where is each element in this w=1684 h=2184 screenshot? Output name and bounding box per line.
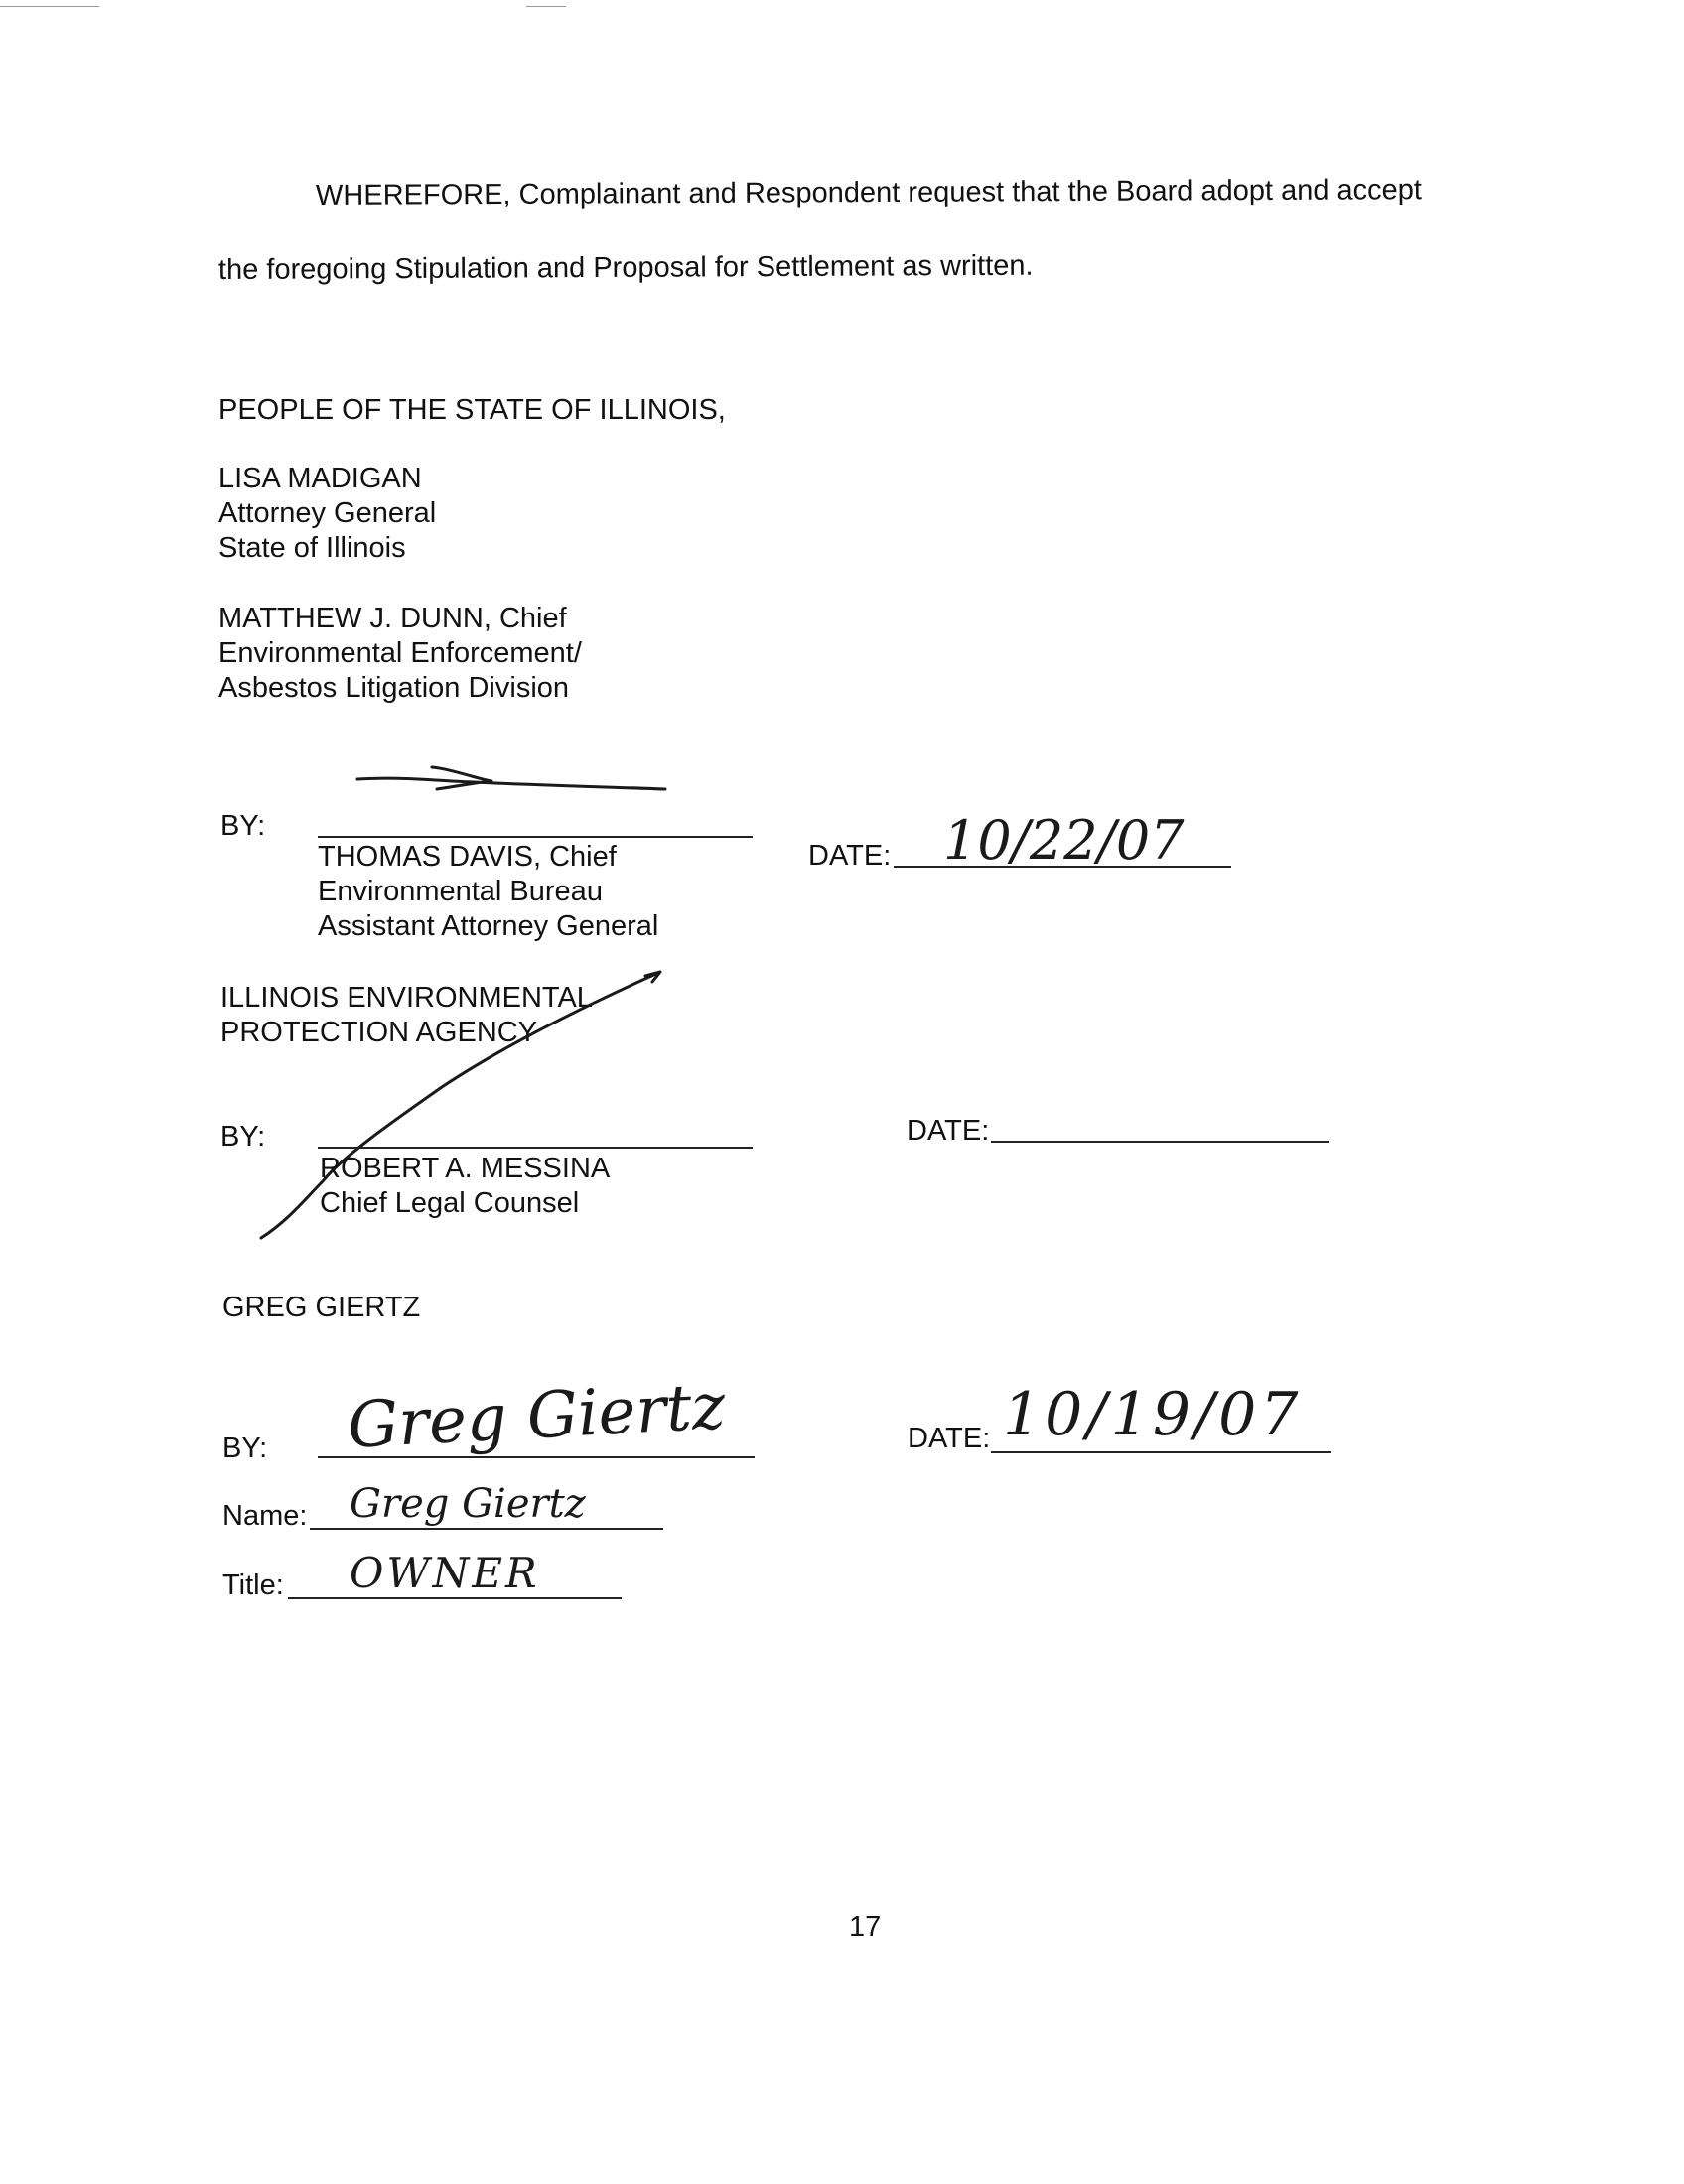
chief-division-line-2: Asbestos Litigation Division bbox=[218, 672, 570, 704]
chief-name: MATTHEW J. DUNN, Chief bbox=[218, 603, 567, 634]
by-label-2: BY: bbox=[220, 1121, 266, 1153]
respondent-heading: GREG GIERTZ bbox=[222, 1292, 421, 1323]
davis-bureau: Environmental Bureau bbox=[318, 876, 603, 907]
date-value-3: 10/19/07 bbox=[1003, 1380, 1303, 1449]
ag-name: LISA MADIGAN bbox=[218, 463, 422, 494]
scan-artifact bbox=[0, 6, 99, 7]
signature-line-2 bbox=[318, 1147, 753, 1149]
signature-line-1 bbox=[318, 836, 753, 838]
page-number: 17 bbox=[849, 1911, 882, 1943]
giertz-signature: Greg Giertz bbox=[346, 1370, 728, 1463]
agency-line-2: PROTECTION AGENCY bbox=[220, 1017, 538, 1048]
intro-line-2: the foregoing Stipulation and Proposal for Settlement as written. bbox=[217, 249, 1034, 286]
by-label-1: BY: bbox=[220, 810, 266, 842]
agency-line-1: ILLINOIS ENVIRONMENTAL bbox=[220, 982, 593, 1014]
title-label: Title: bbox=[222, 1570, 284, 1601]
title-value: OWNER bbox=[350, 1549, 540, 1597]
name-line bbox=[310, 1528, 663, 1530]
name-label: Name: bbox=[222, 1500, 308, 1532]
title-line bbox=[288, 1597, 622, 1599]
chief-division-line-1: Environmental Enforcement/ bbox=[218, 637, 582, 669]
davis-title: Assistant Attorney General bbox=[318, 910, 659, 942]
date-label-3: DATE: bbox=[908, 1423, 991, 1454]
by-label-3: BY: bbox=[222, 1433, 268, 1464]
intro-line-1: WHEREFORE, Complainant and Respondent request that the Board adopt and accept bbox=[315, 174, 1423, 211]
name-value: Greg Giertz bbox=[350, 1481, 586, 1527]
davis-signature bbox=[352, 759, 670, 819]
davis-name: THOMAS DAVIS, Chief bbox=[318, 841, 617, 873]
people-heading: PEOPLE OF THE STATE OF ILLINOIS, bbox=[218, 394, 726, 426]
messina-name: ROBERT A. MESSINA bbox=[320, 1153, 611, 1184]
date-value-1: 10/22/07 bbox=[943, 809, 1185, 872]
date-label-2: DATE: bbox=[907, 1115, 990, 1147]
ag-state: State of Illinois bbox=[218, 532, 406, 564]
messina-title: Chief Legal Counsel bbox=[320, 1187, 580, 1219]
date-line-2 bbox=[991, 1141, 1329, 1143]
ag-title: Attorney General bbox=[218, 497, 437, 529]
date-label-1: DATE: bbox=[808, 840, 892, 872]
date-line-3 bbox=[991, 1451, 1331, 1453]
scan-artifact bbox=[526, 6, 566, 7]
